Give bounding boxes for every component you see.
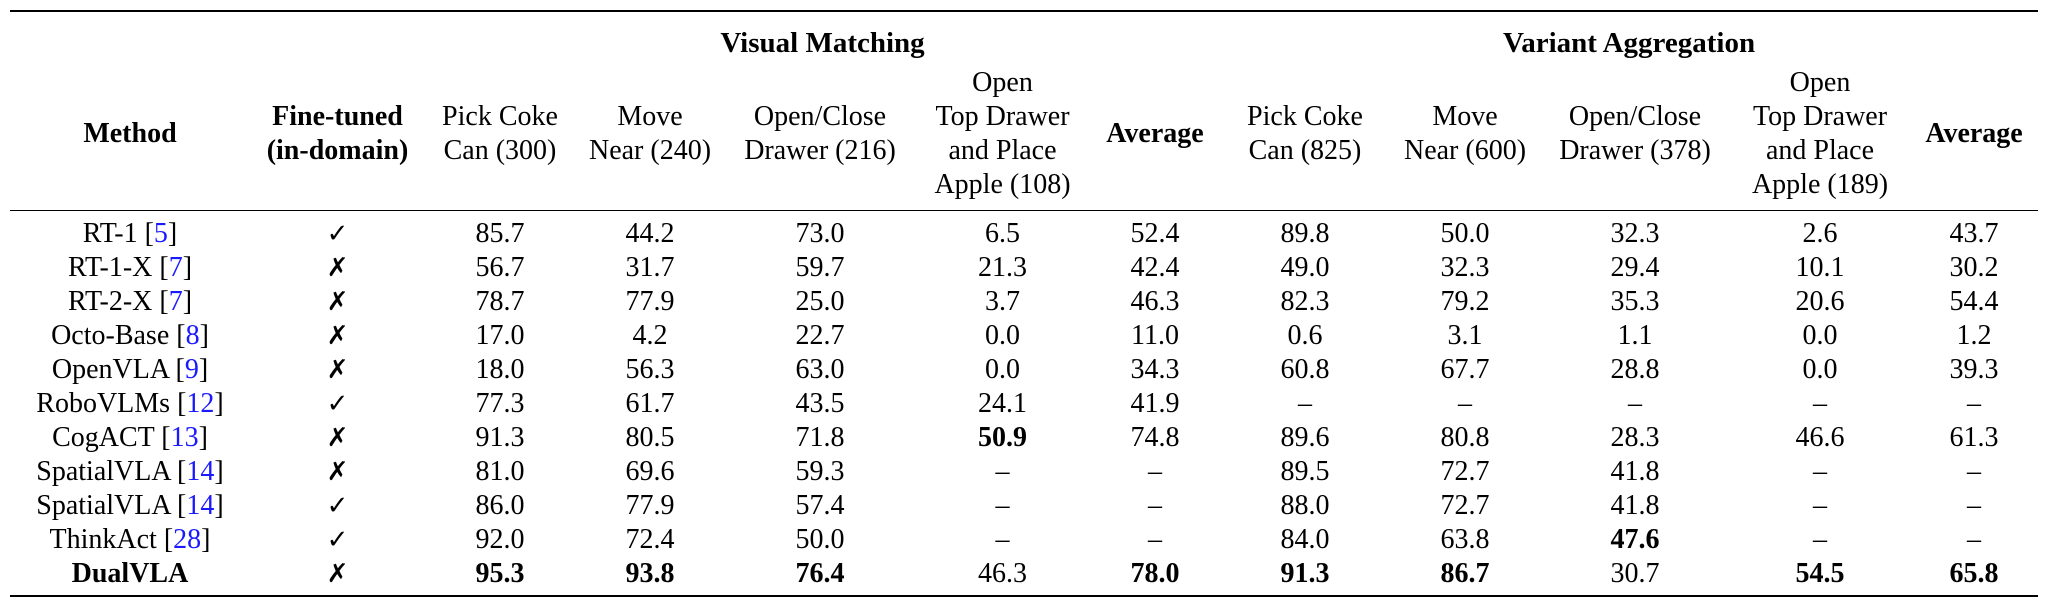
- method-name: RT-2-X [7]: [67, 286, 193, 317]
- table-cell: 65.8: [1949, 558, 1999, 589]
- table-cell: 41.8: [1610, 456, 1660, 487]
- table-row: [10, 387, 2038, 421]
- table-cell: 54.5: [1795, 558, 1845, 589]
- table-cell: 61.7: [625, 388, 675, 419]
- table-cell: 59.7: [795, 252, 845, 283]
- table-body: [10, 211, 2038, 597]
- table-cell: –: [995, 524, 1010, 555]
- method-name: RT-1-X [7]: [67, 252, 193, 283]
- table-cell: 91.3: [475, 422, 525, 453]
- table-cell: 73.0: [795, 218, 845, 249]
- table-cell: –: [1813, 524, 1827, 555]
- citation-link[interactable]: 7: [168, 252, 183, 283]
- table-cell: 25.0: [795, 286, 845, 317]
- table-cell: 41.9: [1130, 388, 1180, 419]
- table-row: [10, 211, 2038, 252]
- table-cell: 0.0: [985, 320, 1020, 351]
- table-cell: –: [1298, 388, 1312, 419]
- table-cell: 30.7: [1610, 558, 1660, 589]
- table-row: [10, 523, 2038, 557]
- table-cell: 24.1: [978, 388, 1027, 419]
- results-table-container: [10, 10, 2038, 597]
- table-cell: 88.0: [1280, 490, 1330, 521]
- table-cell: 67.7: [1440, 354, 1490, 385]
- table-cell: 80.5: [625, 422, 675, 453]
- col-va-pick-coke: Pick Coke Can (825): [1247, 101, 1363, 166]
- table-cell: 72.4: [625, 524, 675, 555]
- col-va-apple: Open Top Drawer and Place Apple (189): [1751, 67, 1889, 200]
- method-name: RoboVLMs [12]: [36, 388, 224, 419]
- table-cell: –: [1148, 456, 1162, 487]
- table-cell: 0.0: [1802, 354, 1838, 385]
- table-cell: 56.7: [475, 252, 525, 283]
- table-row: [10, 319, 2038, 353]
- check-icon: ✓: [326, 389, 349, 419]
- table-cell: 31.7: [625, 252, 675, 283]
- table-cell: 89.5: [1280, 456, 1330, 487]
- table-cell: 57.4: [795, 490, 845, 521]
- table-cell: 49.0: [1280, 252, 1330, 283]
- citation-link[interactable]: 8: [185, 320, 200, 351]
- method-name: Octo-Base [8]: [51, 320, 209, 351]
- table-cell: –: [995, 490, 1010, 521]
- cross-icon: ✗: [326, 287, 349, 317]
- table-cell: 56.3: [625, 354, 675, 385]
- table-cell: 18.0: [475, 354, 525, 385]
- table-row: [10, 251, 2038, 285]
- table-cell: 72.7: [1440, 456, 1490, 487]
- table-cell: 1.2: [1956, 320, 1992, 351]
- table-row: [10, 285, 2038, 319]
- col-vm-move-near: Move Near (240): [588, 101, 712, 166]
- citation-link[interactable]: 9: [184, 354, 199, 385]
- results-table: [10, 10, 2038, 597]
- col-vm-average: Average: [1106, 118, 1204, 149]
- table-cell: 77.9: [625, 286, 675, 317]
- table-cell: 4.2: [632, 320, 668, 351]
- cross-icon: ✗: [326, 423, 349, 453]
- table-row: [10, 489, 2038, 523]
- table-cell: 89.8: [1280, 218, 1330, 249]
- table-cell: 11.0: [1131, 320, 1179, 351]
- method-name: SpatialVLA [14]: [36, 490, 224, 521]
- method-name: OpenVLA [9]: [51, 354, 209, 385]
- table-cell: 34.3: [1130, 354, 1180, 385]
- method-name: CogACT [13]: [52, 422, 208, 453]
- col-va-average: Average: [1925, 118, 2023, 149]
- table-cell: 61.3: [1949, 422, 1999, 453]
- table-cell: –: [1813, 388, 1827, 419]
- cross-icon: ✗: [326, 457, 349, 487]
- table-cell: –: [1967, 524, 1982, 555]
- table-cell: 92.0: [475, 524, 525, 555]
- method-name: ThinkAct [28]: [49, 524, 211, 555]
- table-cell: 32.3: [1610, 218, 1660, 249]
- table-cell: 29.4: [1610, 252, 1660, 283]
- table-cell: –: [1813, 456, 1827, 487]
- table-cell: 50.0: [1440, 218, 1490, 249]
- table-cell: 52.4: [1130, 218, 1180, 249]
- table-cell: 10.1: [1795, 252, 1845, 283]
- table-row: [10, 557, 2038, 596]
- citation-link[interactable]: 13: [170, 422, 199, 453]
- group-variant-aggregation: Variant Aggregation: [1502, 27, 1756, 59]
- table-cell: 3.1: [1447, 320, 1483, 351]
- table-cell: 89.6: [1280, 422, 1330, 453]
- table-cell: 91.3: [1280, 558, 1330, 589]
- citation-link[interactable]: 14: [186, 456, 215, 487]
- table-cell: –: [1628, 388, 1642, 419]
- table-cell: 39.3: [1949, 354, 1999, 385]
- table-cell: 17.0: [475, 320, 525, 351]
- table-cell: 32.3: [1440, 252, 1490, 283]
- check-icon: ✓: [326, 219, 349, 249]
- group-header-row: [10, 11, 2038, 64]
- col-va-move-near: Move Near (600): [1403, 101, 1527, 166]
- table-cell: 50.9: [978, 422, 1027, 453]
- table-cell: 46.3: [978, 558, 1027, 589]
- table-cell: –: [1967, 388, 1982, 419]
- table-cell: 21.3: [978, 252, 1027, 283]
- table-cell: 63.8: [1440, 524, 1490, 555]
- table-cell: 80.8: [1440, 422, 1490, 453]
- table-cell: 79.2: [1440, 286, 1490, 317]
- cross-icon: ✗: [326, 559, 349, 589]
- cross-icon: ✗: [326, 253, 349, 283]
- citation-link[interactable]: 28: [173, 524, 202, 555]
- table-cell: –: [1967, 456, 1982, 487]
- citation-link[interactable]: 12: [186, 388, 215, 419]
- table-cell: 69.6: [625, 456, 675, 487]
- table-row: [10, 353, 2038, 387]
- table-cell: 20.6: [1795, 286, 1845, 317]
- table-cell: 82.3: [1280, 286, 1330, 317]
- table-cell: 43.5: [795, 388, 845, 419]
- table-cell: 60.8: [1280, 354, 1330, 385]
- col-vm-pick-coke: Pick Coke Can (300): [442, 101, 558, 166]
- table-cell: 47.6: [1610, 524, 1660, 555]
- table-cell: 43.7: [1949, 218, 1999, 249]
- check-icon: ✓: [326, 525, 349, 555]
- method-name: RT-1 [5]: [82, 218, 178, 249]
- table-cell: 71.8: [795, 422, 845, 453]
- table-cell: 81.0: [475, 456, 525, 487]
- table-cell: 85.7: [475, 218, 525, 249]
- table-cell: 77.9: [625, 490, 675, 521]
- table-cell: –: [1813, 490, 1827, 521]
- table-cell: 41.8: [1610, 490, 1660, 521]
- table-cell: 63.0: [795, 354, 845, 385]
- table-cell: 72.7: [1440, 490, 1490, 521]
- col-finetuned: Fine-tuned (in-domain): [266, 101, 409, 166]
- table-cell: 93.8: [625, 558, 675, 589]
- col-vm-apple: Open Top Drawer and Place Apple (108): [934, 67, 1071, 200]
- table-cell: 78.0: [1130, 558, 1180, 589]
- table-row: [10, 455, 2038, 489]
- table-cell: 28.8: [1610, 354, 1660, 385]
- table-row: [10, 421, 2038, 455]
- table-cell: 0.6: [1287, 320, 1323, 351]
- table-cell: 95.3: [475, 558, 525, 589]
- column-header-row: [10, 64, 2038, 211]
- table-cell: 50.0: [795, 524, 845, 555]
- method-name: SpatialVLA [14]: [36, 456, 224, 487]
- table-cell: 54.4: [1949, 286, 1999, 317]
- table-cell: 28.3: [1610, 422, 1660, 453]
- citation-link[interactable]: 14: [186, 490, 215, 521]
- col-vm-drawer: Open/Close Drawer (216): [744, 101, 896, 166]
- table-cell: 3.7: [985, 286, 1020, 317]
- table-cell: 86.0: [475, 490, 525, 521]
- table-cell: –: [1148, 524, 1162, 555]
- table-cell: 35.3: [1610, 286, 1660, 317]
- table-cell: 84.0: [1280, 524, 1330, 555]
- table-cell: 6.5: [985, 218, 1020, 249]
- table-cell: 1.1: [1617, 320, 1653, 351]
- citation-link[interactable]: 7: [168, 286, 183, 317]
- table-cell: 86.7: [1440, 558, 1490, 589]
- group-visual-matching: Visual Matching: [720, 27, 925, 59]
- table-cell: –: [1458, 388, 1472, 419]
- table-cell: 77.3: [475, 388, 525, 419]
- table-cell: 30.2: [1949, 252, 1999, 283]
- table-cell: 0.0: [985, 354, 1020, 385]
- table-cell: –: [1967, 490, 1982, 521]
- cross-icon: ✗: [326, 355, 349, 385]
- cross-icon: ✗: [326, 321, 349, 351]
- table-cell: 0.0: [1802, 320, 1838, 351]
- table-cell: 44.2: [625, 218, 675, 249]
- table-cell: 46.3: [1130, 286, 1180, 317]
- col-va-drawer: Open/Close Drawer (378): [1559, 101, 1711, 166]
- table-cell: 78.7: [475, 286, 525, 317]
- table-cell: 59.3: [795, 456, 845, 487]
- table-cell: 74.8: [1130, 422, 1180, 453]
- table-cell: 22.7: [795, 320, 845, 351]
- table-cell: 42.4: [1130, 252, 1180, 283]
- check-icon: ✓: [326, 491, 349, 521]
- col-method: Method: [83, 118, 177, 149]
- table-cell: –: [1148, 490, 1162, 521]
- table-cell: 76.4: [795, 558, 845, 589]
- method-name: DualVLA: [71, 558, 189, 589]
- citation-link[interactable]: 5: [153, 218, 168, 249]
- table-cell: 2.6: [1802, 218, 1838, 249]
- table-cell: –: [995, 456, 1010, 487]
- table-cell: 46.6: [1795, 422, 1845, 453]
